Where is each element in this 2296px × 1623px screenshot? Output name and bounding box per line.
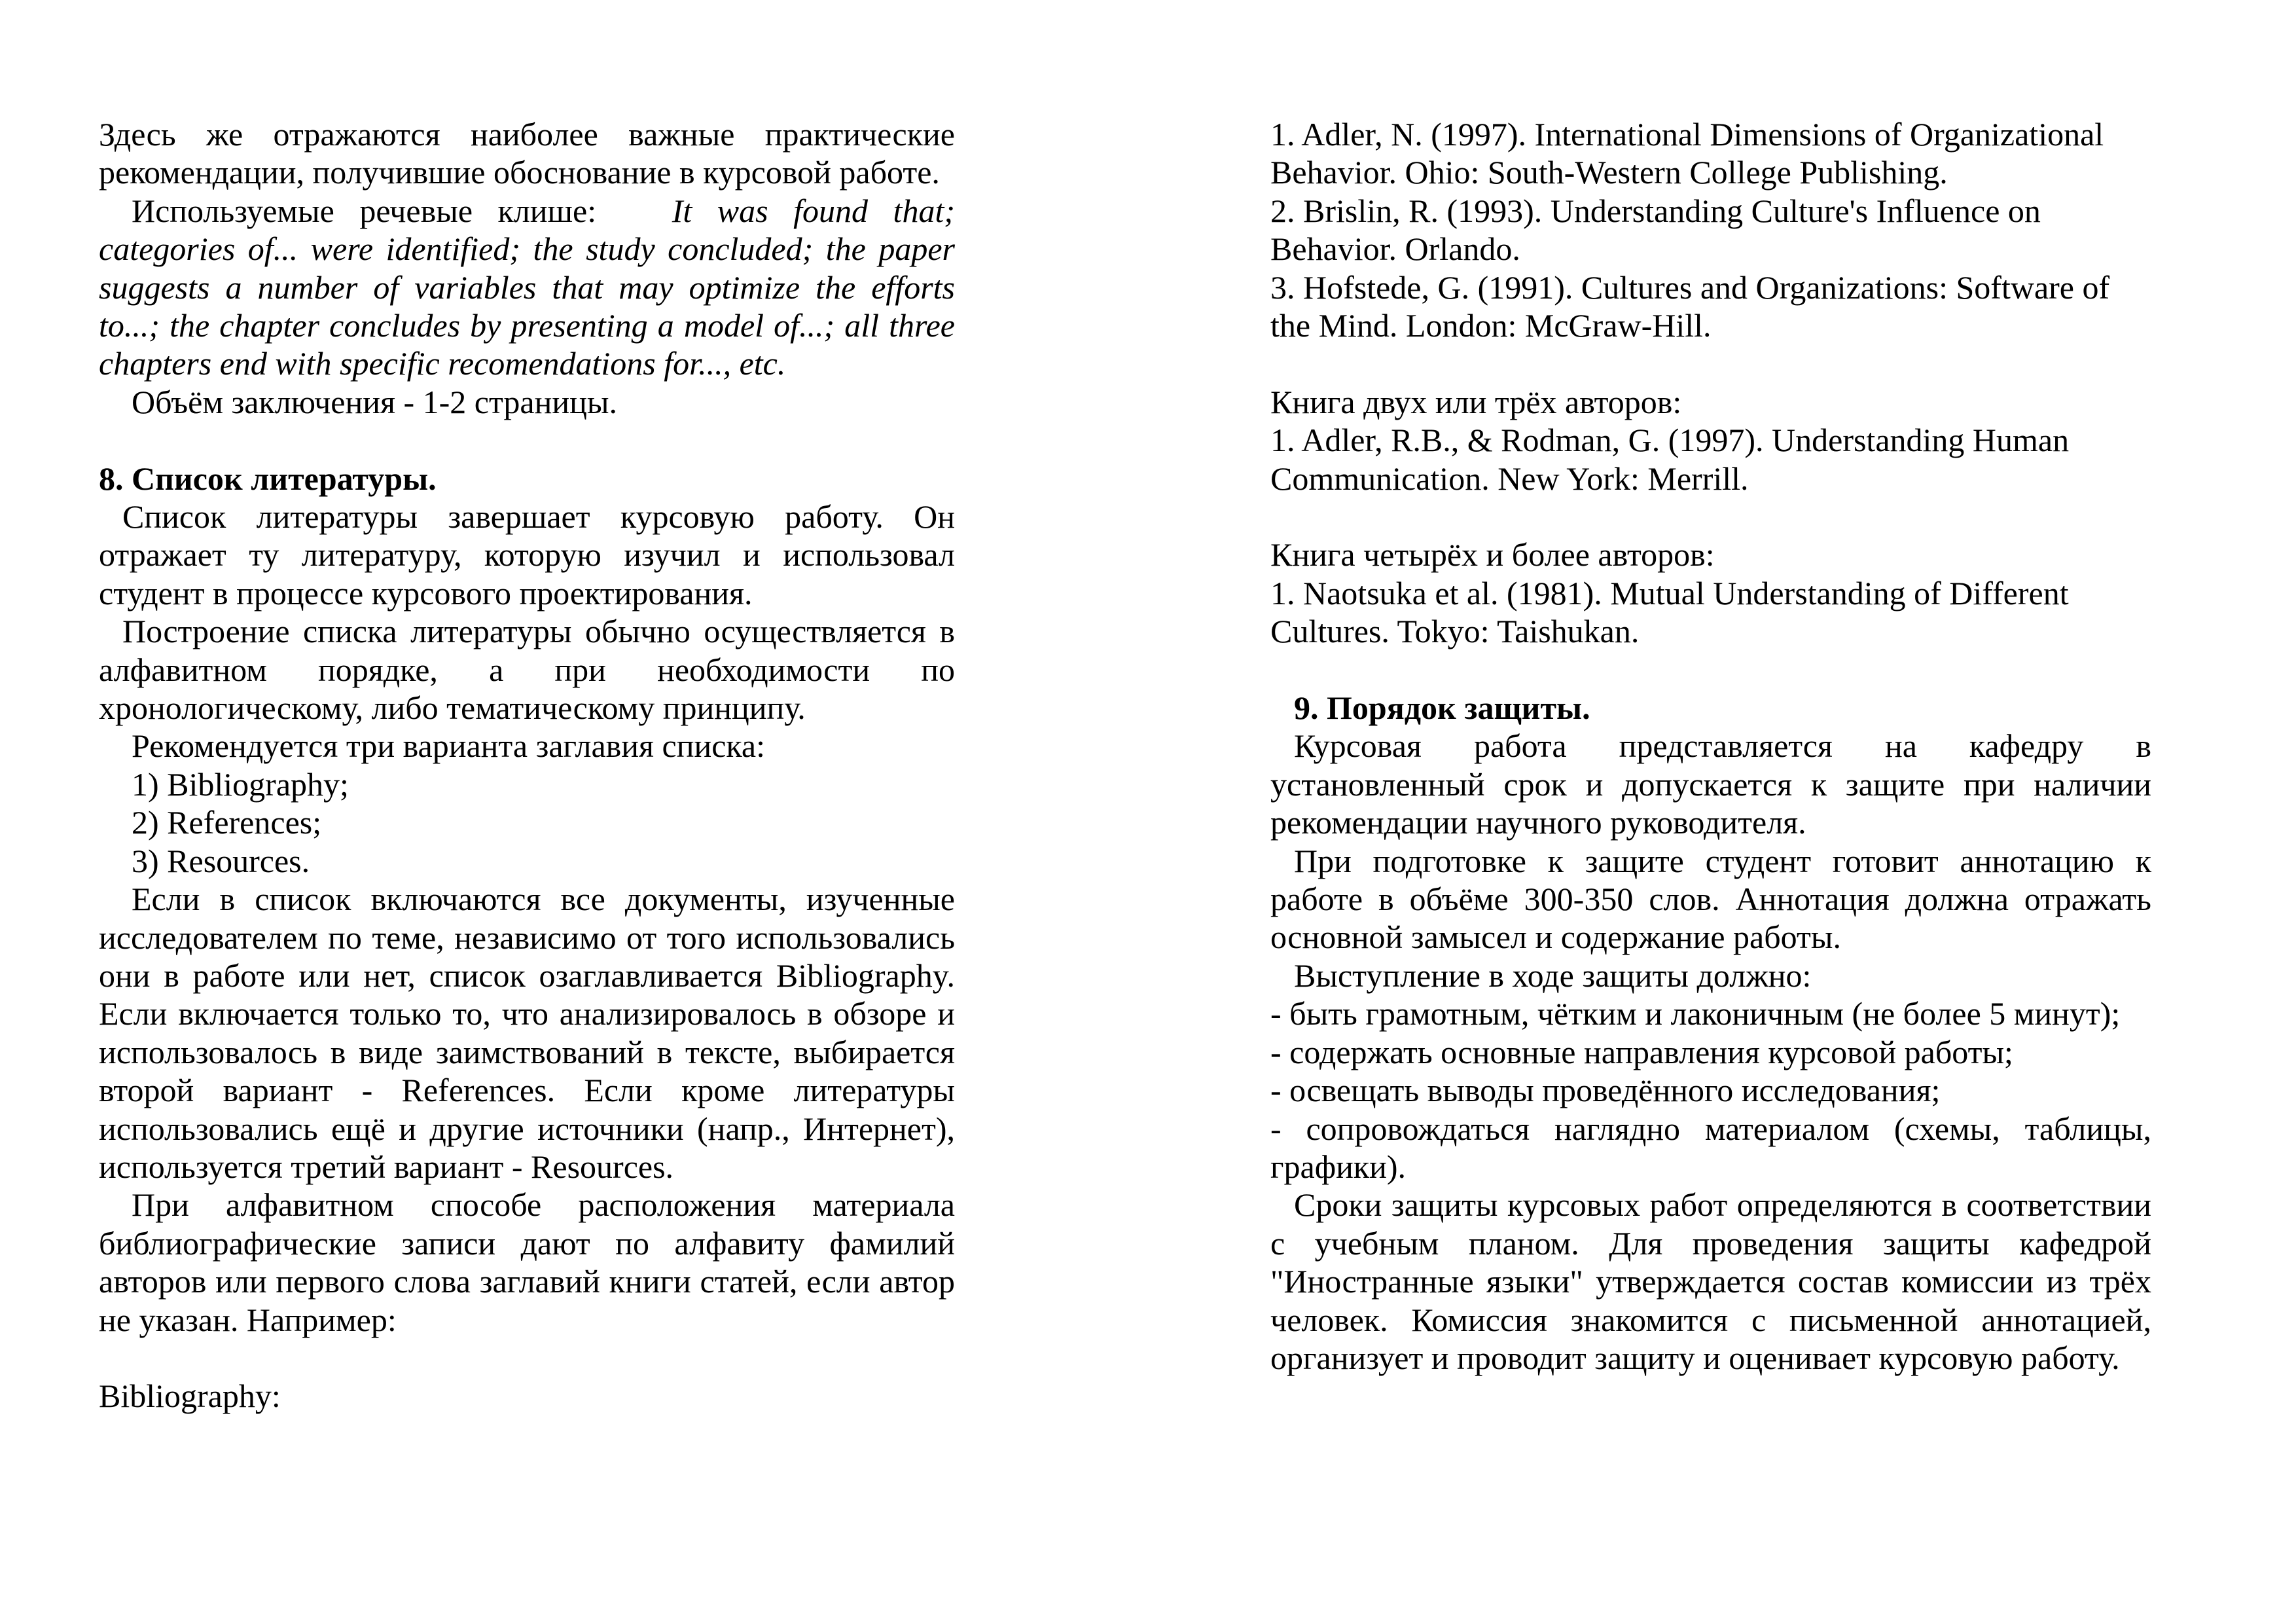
speech-item: - освещать выводы проведённого исследования; — [1270, 1072, 1941, 1109]
bibliography-entry: 1. Adler, N. (1997). International Dimensions of Organizational Behavior. Ohio: South-Western College Publishing. — [1270, 116, 2104, 191]
four-plus-authors-label: Книга четырёх и более авторов: — [1270, 536, 1715, 574]
bibliography-entry: 3. Hofstede, G. (1991). Cultures and Organizations: Software of the Mind. London: McGraw-Hill. — [1270, 268, 2110, 344]
spacer — [1270, 498, 2151, 536]
bibliography-entry: 2. Brislin, R. (1993). Understanding Culture's Influence on Behavior. Orlando. — [1270, 192, 2041, 268]
bibliography-order-paragraph: Построение списка литературы обычно осуществляется в алфавитном порядке, а при необходимости по хронологическому, либо тематическому принципу. — [99, 613, 955, 727]
variant-item: 2) References; — [132, 804, 322, 841]
bibliography-entry: 1. Naotsuka et al. (1981). Mutual Understanding of Different Cultures. Tokyo: Taishukan. — [1270, 574, 2069, 650]
section-8-title: 8. Список литературы. — [99, 460, 437, 497]
deadlines-paragraph: Сроки защиты курсовых работ определяются в соответствии с учебным планом. Для проведения защиты кафедрой "Иностранные языки" утверждается состав комиссии из трёх человек. Комиссия знакомится с письменной аннотацией, организует и проводит защиту и оценивает курсовую работу. — [1270, 1186, 2151, 1376]
variants-explain-paragraph: Если в список включаются все документы, изученные исследователем по теме, независимо от того использовались они в работе или нет, список озаглавливается Bibliography. Если включается только то, что анализировалось в обзоре и использовалось в виде заимствований в тексте, выбирается второй вариант - References. Если кроме литературы использовались ещё и другие источники (напр., Интернет), используется третий вариант - Resources. — [99, 881, 955, 1185]
alphabetical-paragraph: При алфавитном способе расположения материала библиографические записи дают по алфавиту фамилий авторов или первого слова заглавий книги статей, если автор не указан. Например: — [99, 1186, 955, 1338]
speech-lead: Выступление в ходе защиты должно: — [1294, 957, 1812, 994]
variants-lead: Рекомендуется три варианта заглавия списка: — [132, 727, 766, 765]
left-page — [99, 115, 955, 1415]
variant-item: 3) Resources. — [132, 842, 310, 879]
conclusion-paragraph: Здесь же отражаются наиболее важные практические рекомендации, получившие обоснование в курсовой работе. — [99, 116, 955, 191]
cliches-italic: It was found that; categories of... were identified; the study concluded; the paper suggests a number of variables that may optimize the efforts to...; the chapter concludes by presenting a model of...; all three chapters end with specific recomendations for..., etc. — [99, 192, 955, 382]
spacer — [1270, 651, 2151, 689]
speech-item: - сопровождаться наглядно материалом (схемы, таблицы, графики). — [1270, 1110, 2151, 1185]
right-page — [1270, 115, 2151, 1377]
spacer — [1270, 344, 2151, 382]
spacer — [99, 421, 955, 459]
bibliography-intro-paragraph: Список литературы завершает курсовую работу. Он отражает ту литературу, которую изучил и использовал студент в процессе курсового проектирования. — [99, 498, 955, 611]
conclusion-volume-note: Объём заключения - 1-2 страницы. — [132, 383, 617, 420]
bibliography-entry: 1. Adler, R.B., & Rodman, G. (1997). Understanding Human Communication. New York: Merrill. — [1270, 422, 2070, 497]
two-three-authors-label: Книга двух или трёх авторов: — [1270, 383, 1682, 420]
section-9-title: 9. Порядок защиты. — [1294, 689, 1590, 727]
spacer — [99, 1339, 955, 1377]
speech-item: - содержать основные направления курсовой работы; — [1270, 1033, 2013, 1070]
variant-item: 1) Bibliography; — [132, 765, 349, 803]
cliches-lead: Используемые речевые клише: — [132, 192, 597, 229]
speech-cliches-paragraph — [99, 192, 955, 383]
bibliography-example-label: Bibliography: — [99, 1377, 281, 1415]
submission-paragraph: Курсовая работа представляется на кафедру в установленный срок и допускается к защите при наличии рекомендации научного руководителя. — [1270, 727, 2151, 841]
speech-item: - быть грамотным, чётким и лаконичным (не более 5 минут); — [1270, 995, 2121, 1032]
annotation-paragraph: При подготовке к защите студент готовит аннотацию к работе в объёме 300-350 слов. Аннотация должна отражать основной замысел и содержание работы. — [1270, 842, 2151, 956]
